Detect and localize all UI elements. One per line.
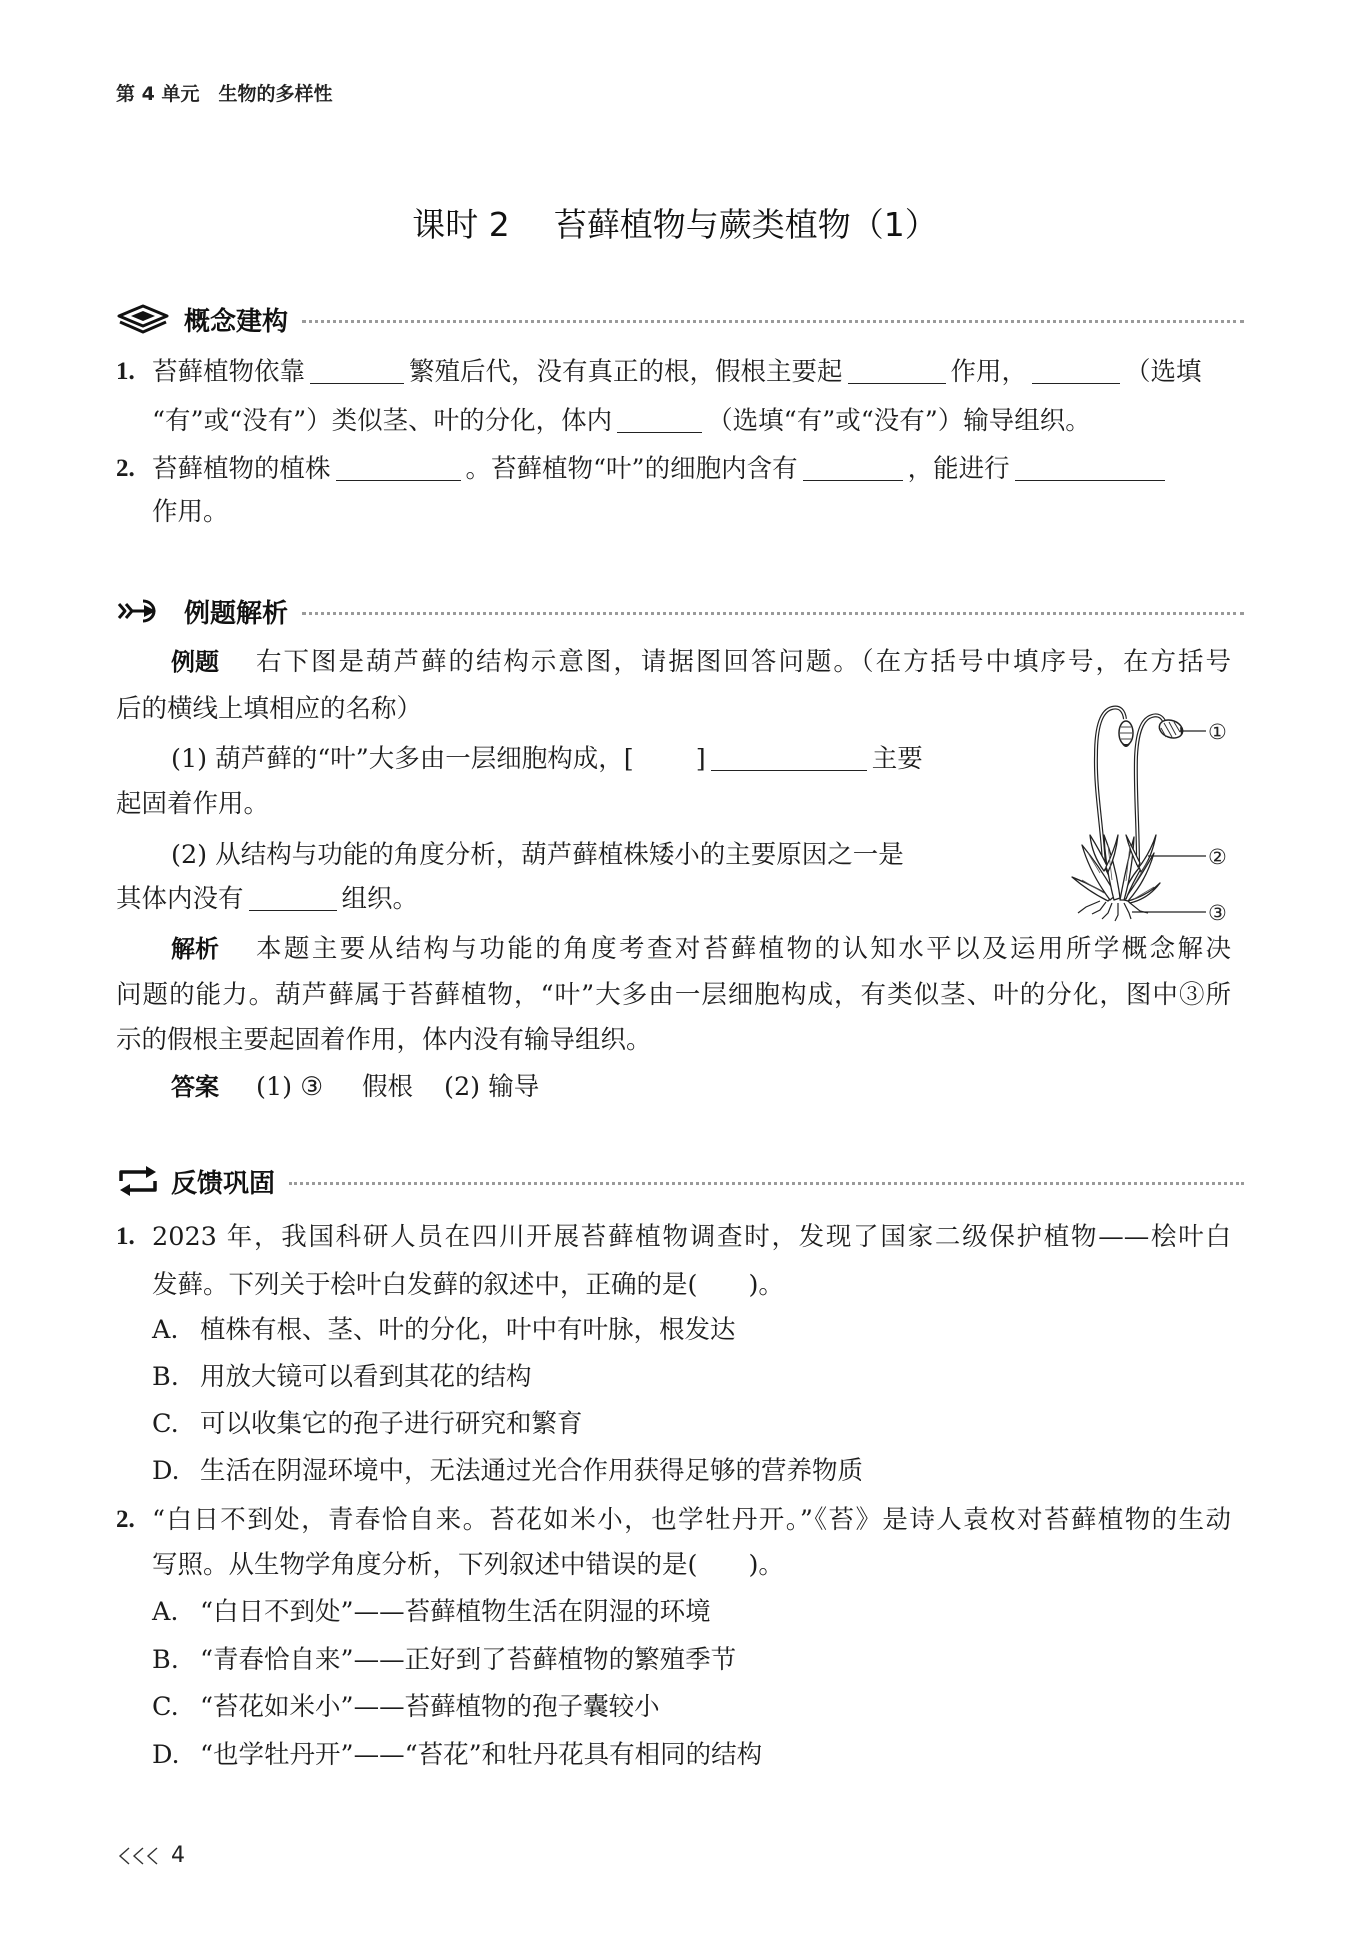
dotted-divider	[289, 1182, 1244, 1185]
section-title: 例题解析	[184, 598, 289, 629]
text-segment: 2023 年，我国科研人员在四川开展苔藓植物调查时，发现了国家二级保护植物——桧叶白	[152, 1222, 1231, 1252]
option-text: “苔花如米小”——苔藓植物的孢子囊较小	[200, 1692, 660, 1722]
answer-blank	[249, 879, 337, 911]
option-d	[152, 1451, 863, 1491]
text-segment: ，能进行	[907, 454, 1010, 484]
option-a	[152, 1592, 711, 1632]
page-title	[0, 200, 1350, 250]
answer-item: (1) ③	[256, 1072, 324, 1102]
text-segment: 主要	[871, 744, 923, 774]
text-segment: 后的横线上填相应的名称）	[116, 694, 423, 724]
option-c	[152, 1404, 583, 1444]
option-key: D.	[152, 1740, 180, 1770]
answer-blank	[1032, 352, 1120, 384]
option-key: A.	[152, 1315, 179, 1345]
text-segment: “白日不到处，青春恰自来。苔花如米小，也学牡丹开。”《苔》是诗人袁枚对苔藓植物的生动	[152, 1505, 1231, 1535]
unit-label: 第 4 单元	[116, 83, 200, 105]
analysis-line	[116, 1020, 652, 1060]
answer-blank	[848, 352, 946, 384]
option-text: 生活在阴湿环境中，无法通过光合作用获得足够的营养物质	[200, 1456, 864, 1486]
option-b	[152, 1640, 736, 1680]
text-segment: 本题主要从结构与功能的角度考查对苔藓植物的认知水平以及运用所学概念解决	[256, 934, 1231, 964]
example-part2-line2	[116, 879, 418, 919]
triple-chevron-left-icon	[116, 1845, 162, 1867]
option-text: “青春恰自来”——正好到了苔藓植物的繁殖季节	[200, 1645, 737, 1675]
option-text: 用放大镜可以看到其花的结构	[200, 1362, 532, 1392]
example-stem-line2	[116, 689, 422, 729]
refresh-icon	[116, 1165, 160, 1197]
dotted-divider	[302, 612, 1244, 615]
page-number: 4	[171, 1843, 185, 1868]
dotted-divider	[302, 320, 1244, 323]
answer-blank	[617, 401, 702, 433]
section-title: 概念建构	[184, 306, 289, 337]
concept-q2-line1	[152, 449, 1170, 489]
question-stem-line	[152, 1545, 784, 1585]
lesson-number: 课时 2	[412, 205, 510, 244]
answer-blank	[1015, 449, 1165, 481]
option-a	[152, 1310, 736, 1350]
text-segment: 。苔藓植物“叶”的细胞内含有	[465, 454, 798, 484]
option-text: “也学牡丹开”——“苔花”和牡丹花具有相同的结构	[200, 1740, 763, 1770]
answer-item: (2) 输导	[444, 1072, 540, 1102]
moss-leaves	[1072, 835, 1160, 903]
text-segment: “有”或“没有”）类似茎、叶的分化，体内	[152, 406, 613, 436]
text-segment: 右下图是葫芦藓的结构示意图，请据图回答问题。（在方括号中填序号，在方括号	[256, 647, 1231, 677]
arrow-target-icon	[116, 596, 166, 626]
option-key: B.	[152, 1645, 179, 1675]
answer-blank	[711, 739, 867, 771]
question-number: 2.	[116, 1506, 135, 1533]
option-text: 可以收集它的孢子进行研究和繁育	[200, 1409, 583, 1439]
text-segment: 苔藓植物的植株	[152, 454, 331, 484]
example-stem-line1	[256, 642, 1231, 682]
analysis-line	[256, 929, 1231, 969]
concept-q1-line2	[152, 401, 1091, 441]
text-segment: ]	[695, 744, 706, 774]
section-title: 反馈巩固	[171, 1168, 276, 1199]
text-segment: 发藓。下列关于桧叶白发藓的叙述中，正确的是( )。	[152, 1270, 784, 1300]
layers-icon	[116, 304, 170, 334]
option-text: “白日不到处”——苔藓植物生活在阴湿的环境	[200, 1597, 711, 1627]
option-key: B.	[152, 1362, 179, 1392]
concept-q2-line2	[152, 492, 229, 532]
text-segment: 其体内没有	[116, 884, 244, 914]
option-key: A.	[152, 1597, 179, 1627]
text-segment: （选填	[1125, 357, 1202, 387]
figure-label: ①	[1208, 720, 1227, 744]
section-example	[116, 591, 1244, 631]
figure-label: ②	[1208, 845, 1227, 869]
moss-capsule	[1119, 721, 1133, 747]
example-part1-line1	[171, 739, 923, 779]
answer-blank	[310, 352, 404, 384]
text-segment: 示的假根主要起固着作用，体内没有输导组织。	[116, 1025, 652, 1055]
text-segment: 问题的能力。葫芦藓属于苔藓植物，“叶”大多由一层细胞构成，有类似茎、叶的分化，图中③所	[116, 980, 1231, 1010]
text-segment: 作用。	[152, 497, 229, 527]
option-key: C.	[152, 1409, 179, 1439]
text-segment: (1) 葫芦藓的“叶”大多由一层细胞构成，[	[171, 744, 634, 774]
answer-item: 假根	[362, 1072, 414, 1102]
question-stem-line	[152, 1500, 1231, 1540]
answer-blank	[336, 449, 461, 481]
answer-blank	[803, 449, 903, 481]
option-text: 植株有根、茎、叶的分化，叶中有叶脉，根发达	[200, 1315, 736, 1345]
text-segment: (2) 从结构与功能的角度分析，葫芦藓植株矮小的主要原因之一是	[171, 840, 904, 870]
running-header	[116, 78, 332, 110]
option-key: D.	[152, 1456, 180, 1486]
question-number: 1.	[116, 358, 135, 385]
analysis-label: 解析	[171, 935, 219, 963]
lesson-name: 苔藓植物与蕨类植物（1）	[553, 205, 938, 244]
moss-capsule	[1157, 717, 1185, 741]
example-part1-line2	[116, 784, 269, 824]
section-concept	[116, 299, 1244, 339]
text-segment: （选填“有”或“没有”）输导组织。	[707, 406, 1091, 436]
text-segment: 起固着作用。	[116, 789, 270, 819]
figure-label: ③	[1208, 901, 1227, 925]
option-b	[152, 1357, 532, 1397]
unit-subject: 生物的多样性	[218, 83, 333, 105]
moss-rhizoids	[1078, 901, 1148, 921]
question-stem-line	[152, 1265, 784, 1305]
question-number: 1.	[116, 1223, 135, 1250]
option-d	[152, 1735, 762, 1775]
example-label: 例题	[171, 648, 219, 676]
text-segment: 作用，	[950, 357, 1028, 387]
example-part2-line1	[171, 835, 904, 875]
section-feedback	[116, 1161, 1244, 1201]
text-segment: 组织。	[341, 884, 419, 914]
concept-q1-line1	[152, 352, 1202, 392]
bracket-gap	[634, 739, 696, 779]
analysis-line	[116, 975, 1231, 1015]
option-c	[152, 1687, 660, 1727]
question-number: 2.	[116, 455, 135, 482]
answer-label: 答案	[171, 1073, 219, 1101]
option-key: C.	[152, 1692, 179, 1722]
moss-diagram	[1060, 695, 1240, 930]
text-segment: 苔藓植物依靠	[152, 357, 306, 387]
text-segment: 写照。从生物学角度分析，下列叙述中错误的是( )。	[152, 1550, 784, 1580]
moss-stalk	[1136, 715, 1164, 865]
question-stem-line	[152, 1217, 1231, 1257]
text-segment: 繁殖后代，没有真正的根，假根主要起	[409, 357, 843, 387]
